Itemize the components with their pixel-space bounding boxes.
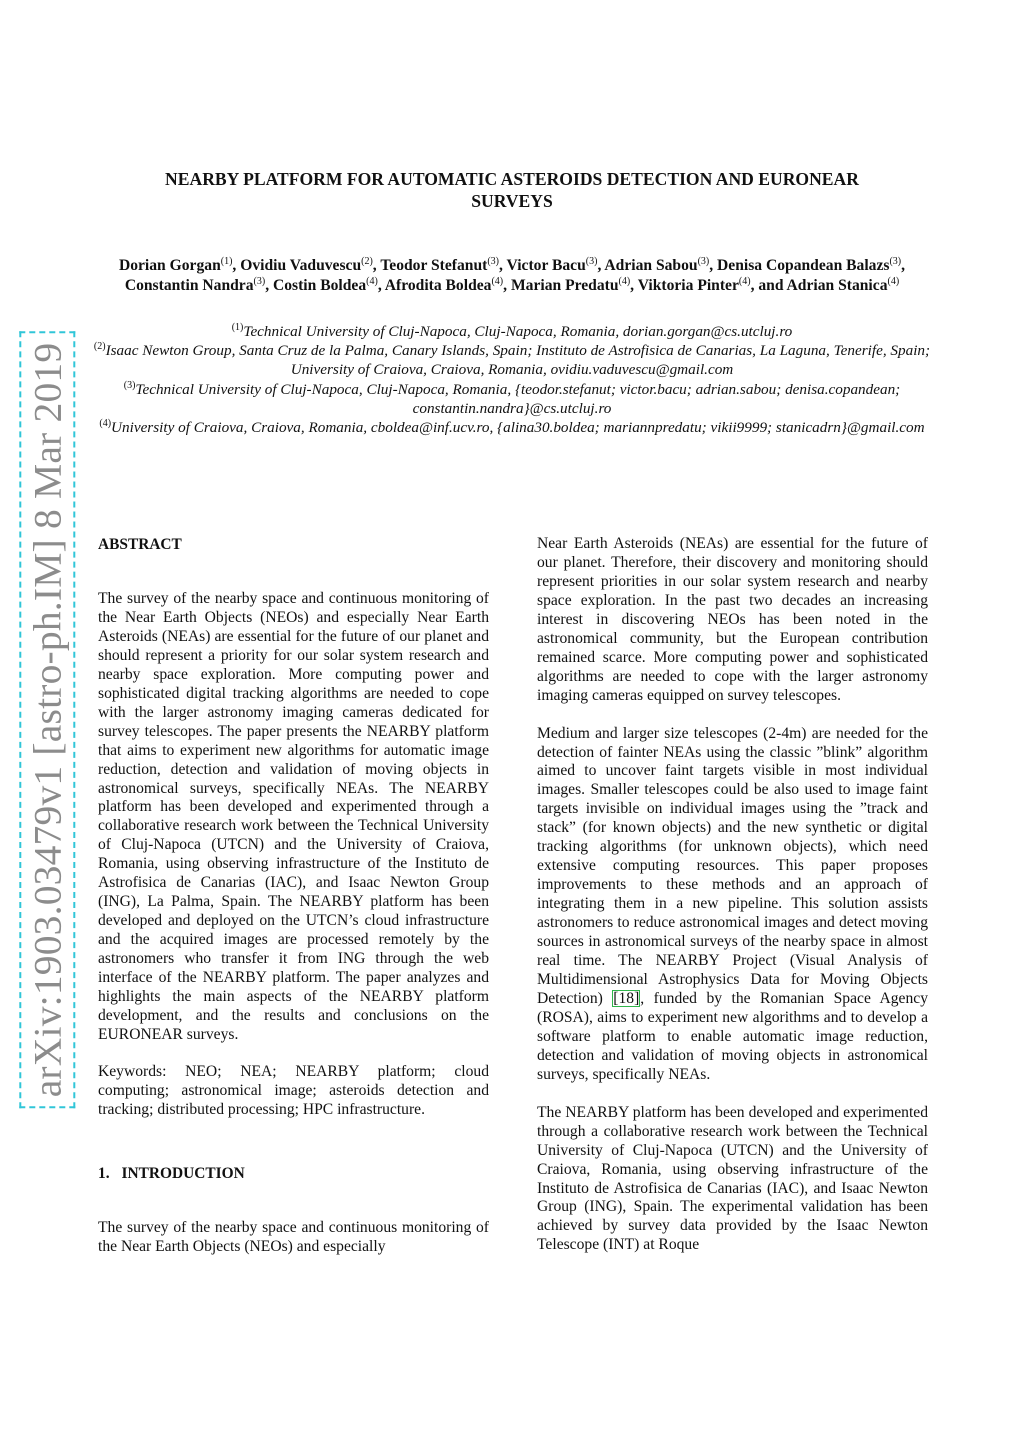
author-name: Victor Bacu bbox=[506, 257, 586, 274]
introduction-title: INTRODUCTION bbox=[121, 1164, 245, 1182]
author-affiliation-mark: (4) bbox=[618, 275, 631, 287]
abstract-heading: ABSTRACT bbox=[98, 536, 182, 553]
affiliation bbox=[92, 322, 932, 341]
body-paragraph: Near Earth Asteroids (NEAs) are essential for the future of our planet. Therefore, their discovery and monitoring should represent priorities in our solar system research and nearby space exploration. In the past two decades an increasing interest in discovering NEOs has been noted in the astronomical community, but the European contribution remained scarce. More computing power and sophisticated algorithms are needed to cope with the larger astronomy imaging cameras equipped on survey telescopes. bbox=[537, 535, 928, 704]
author-separator: , bbox=[372, 257, 381, 274]
author-name: Adrian Stanica bbox=[786, 276, 888, 294]
affiliation bbox=[92, 418, 932, 437]
author-affiliation-mark: (3) bbox=[697, 256, 710, 267]
author-name: Costin Boldea bbox=[272, 276, 367, 294]
introduction-heading bbox=[98, 1164, 489, 1183]
paper-title bbox=[100, 168, 924, 212]
author-separator: , bbox=[709, 257, 718, 274]
author-affiliation-mark: (3) bbox=[889, 256, 902, 267]
author-name: Teodor Stefanut bbox=[380, 257, 488, 274]
abstract-text: The survey of the nearby space and continuous monitoring of the Near Earth Objects (NEOs) and especially Near Earth Asteroids (NEAs) are essential for the future of our planet and should represent a priority for our solar system research and nearby space exploration. More computing power and sophisticated digital tracking algorithms are needed to cope with the larger astronomy imaging cameras dedicated for survey telescopes. The paper presents the NEARBY platform that aims to experiment new algorithms for automatic image reduction, detection and validation of moving objects in astronomical surveys, specifically NEAs. The NEARBY platform has been developed and experimented through a collaborative research work between the Technical University of Cluj-Napoca (UTCN) and the University of Craiova, Romania, using observing infrastructure of the Instituto de Astrofisica de Canarias (IAC), and Isaac Newton Group (ING), La Palma, Spain. The NEARBY platform has been developed and deployed on the UTCN’s cloud infrastructure and the acquired images are processed remotely by the astronomers who transfer it from ING through the web interface of the NEARBY platform. The paper analyzes and highlights the main aspects of the NEARBY platform development, and the results and conclusions on the EURONEAR surveys. bbox=[98, 590, 489, 1043]
author-affiliation-mark: (4) bbox=[887, 275, 900, 287]
affiliation bbox=[92, 380, 932, 418]
author-separator: , bbox=[377, 276, 385, 294]
affiliation bbox=[92, 341, 932, 379]
citation-link[interactable]: [18] bbox=[613, 989, 640, 1007]
author-separator: , bbox=[630, 276, 638, 294]
author-affiliation-mark: (1) bbox=[220, 256, 233, 267]
author-affiliation-mark: (4) bbox=[738, 275, 751, 287]
author-separator: , bbox=[901, 257, 906, 274]
introduction-number: 1. bbox=[98, 1164, 110, 1182]
affiliation-mark: (2) bbox=[93, 341, 106, 353]
author-separator: , bbox=[499, 257, 507, 274]
author-name: Marian Predatu bbox=[510, 276, 619, 294]
author-name: Afrodita Boldea bbox=[384, 276, 492, 294]
author-separator: , bbox=[503, 276, 511, 294]
body-text: , funded by the Romanian Space Agency (ROSA), aims to experiment new algorithms and to develop a software platform to enable automatic image reduction, detection and validation of moving objects in astronomical surveys, specifically NEAs. bbox=[537, 989, 928, 1083]
affiliation-text: Isaac Newton Group, Santa Cruz de la Palma, Canary Islands, Spain; Instituto de Astrofisica de Canarias, La Laguna, Tenerife, Spain; University of Craiova, Craiova, Romania, ovidiu.vaduvescu@gmail.com bbox=[105, 342, 931, 379]
affiliation-text: Technical University of Cluj-Napoca, Cluj-Napoca, Romania, dorian.gorgan@cs.utcluj.ro bbox=[243, 323, 793, 340]
author-affiliation-mark: (4) bbox=[491, 275, 504, 287]
affiliation-text: University of Craiova, Craiova, Romania, cboldea@inf.ucv.ro, {alina30.boldea; mariannpredatu; vikii9999; stanicadrn}@gmail.com bbox=[111, 419, 925, 437]
author-name: Ovidiu Vaduvescu bbox=[240, 257, 362, 274]
author-name: Denisa Copandean Balazs bbox=[717, 257, 890, 274]
author-affiliation-mark: (3) bbox=[487, 256, 499, 267]
author-affiliation-mark: (3) bbox=[253, 275, 266, 287]
author-affiliation-mark: (4) bbox=[366, 275, 378, 287]
author-separator: , bbox=[597, 257, 605, 274]
author-name: Dorian Gorgan bbox=[118, 257, 221, 274]
author-separator: , bbox=[232, 257, 241, 274]
right-column bbox=[537, 535, 928, 1255]
affiliation-list bbox=[92, 322, 932, 437]
title-line-2: SURVEYS bbox=[471, 191, 553, 211]
body-paragraph bbox=[537, 725, 928, 1085]
author-affiliation-mark: (3) bbox=[585, 256, 598, 267]
keywords-text: Keywords: NEO; NEA; NEARBY platform; cloud computing; astronomical image; asteroids detection and tracking; distributed processing; HPC infrastructure. bbox=[98, 1062, 489, 1118]
affiliation-mark: (3) bbox=[123, 379, 136, 391]
affiliation-text: Technical University of Cluj-Napoca, Cluj-Napoca, Romania, {teodor.stefanut; victor.bacu; adrian.sabou; denisa.copandean; constantin.nandra}@cs.utcluj.ro bbox=[135, 380, 901, 417]
author-separator: , bbox=[265, 276, 273, 294]
arxiv-stamp bbox=[22, 342, 72, 1098]
author-list bbox=[100, 256, 924, 295]
left-column bbox=[98, 535, 489, 1257]
author-separator: , and bbox=[750, 276, 787, 294]
title-line-1: NEARBY PLATFORM FOR AUTOMATIC ASTEROIDS DETECTION AND EURONEAR bbox=[165, 169, 859, 189]
body-paragraph: The NEARBY platform has been developed and experimented through a collaborative research work between the Technical University of Cluj-Napoca (UTCN) and the University of Craiova, Romania, using observing infrastructure of the Instituto de Astrofisica de Canarias (IAC), and Isaac Newton Group (ING), Spain. The experimental validation has been achieved by survey data provided by the Isaac Newton Telescope (INT) at Roque bbox=[537, 1103, 928, 1254]
body-text: Medium and larger size telescopes (2-4m) are needed for the detection of fainter NEAs using the classic ”blink” algorithm aimed to uncover faint targets visible in most individual images. Smaller telescopes could be also used to image faint targets invisible on individual images using the ”track and stack” (for known objects) and the new synthetic or digital tracking algorithms (for unknown objects), which need extensive computing resources. This paper proposes improvements to these methods and an approach of integrating them in a new pipeline. This solution assists astronomers to reduce astronomical images and detect moving sources in astronomical surveys of the nearby space in almost real time. The NEARBY Project (Visual Analysis of Multidimensional Astrophysics Data for Moving Objects Detection) bbox=[537, 724, 928, 1007]
introduction-text: The survey of the nearby space and continuous monitoring of the Near Earth Objects (NEOs) and especially bbox=[98, 1218, 489, 1255]
affiliation-mark: (1) bbox=[231, 322, 244, 333]
author-name: Constantin Nandra bbox=[124, 276, 254, 294]
arxiv-id[interactable]: arXiv:1903.03479v1 [astro-ph.IM] 8 Mar 2019 bbox=[24, 337, 70, 1104]
author-name: Viktoria Pinter bbox=[637, 276, 739, 294]
affiliation-mark: (4) bbox=[99, 418, 112, 430]
author-affiliation-mark: (2) bbox=[361, 256, 373, 267]
author-name: Adrian Sabou bbox=[604, 257, 698, 274]
